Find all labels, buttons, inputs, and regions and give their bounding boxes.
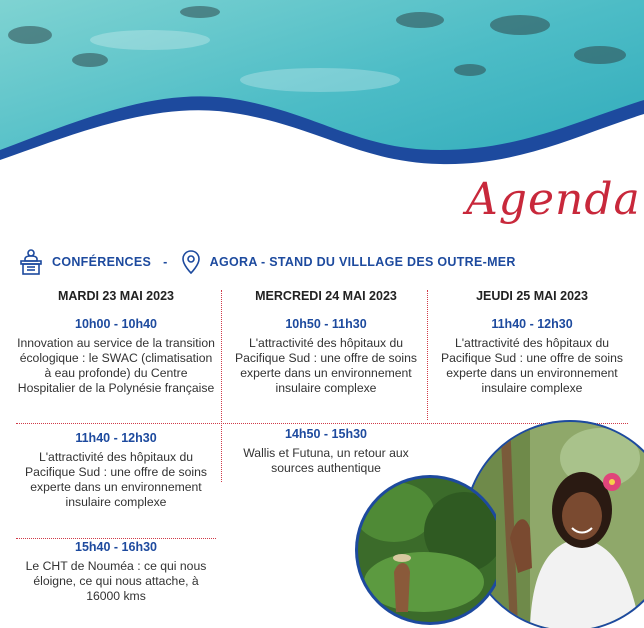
- day-heading: MARDI 23 MAI 2023: [57, 289, 174, 303]
- session-title: L'attractivité des hôpitaux du Pacifique Sud : une offre de soins experte dans un environnement insulaire complexe: [440, 336, 624, 395]
- day-column-thursday: [432, 288, 632, 396]
- conferences-label: CONFÉRENCES: [52, 255, 152, 269]
- column-divider: [221, 290, 222, 482]
- session-title: Wallis et Futuna, un retour aux sources authentique: [243, 446, 409, 475]
- podium-icon: [16, 247, 46, 277]
- session-time: 11h40 - 12h30: [75, 431, 157, 445]
- session-title: L'attractivité des hôpitaux du Pacifique Sud : une offre de soins experte dans un environnement insulaire complexe: [24, 450, 208, 509]
- session-time: 14h50 - 15h30: [285, 427, 367, 441]
- portrait-photo: [470, 418, 644, 628]
- day-column-wednesday: [226, 288, 426, 476]
- agenda-title: Agenda: [466, 174, 641, 225]
- day-heading: MERCREDI 24 MAI 2023: [255, 289, 397, 303]
- conference-info-row: [16, 246, 516, 278]
- forest-photo: [354, 472, 496, 628]
- location-label: AGORA - STAND DU VILLLAGE DES OUTRE-MER: [209, 255, 516, 269]
- location-pin-icon: [180, 249, 202, 275]
- day-heading: JEUDI 25 MAI 2023: [476, 289, 588, 303]
- session-title: Innovation au service de la transition écologique : le SWAC (climatisation à eau profonde) du Centre Hospitalier de la Polynésie française: [17, 336, 215, 395]
- session-time: 11h40 - 12h30: [491, 317, 573, 331]
- day-column-tuesday: [16, 288, 216, 604]
- session-title: L'attractivité des hôpitaux du Pacifique Sud : une offre de soins experte dans un environnement insulaire complexe: [234, 336, 418, 395]
- session-time: 15h40 - 16h30: [75, 540, 157, 554]
- column-divider: [427, 290, 428, 420]
- session-time: 10h00 - 10h40: [75, 317, 157, 331]
- separator: -: [163, 255, 168, 269]
- session-time: 10h50 - 11h30: [285, 317, 367, 331]
- session-title: Le CHT de Nouméa : ce qui nous éloigne, ce qui nous attache, à 16000 kms: [25, 559, 207, 603]
